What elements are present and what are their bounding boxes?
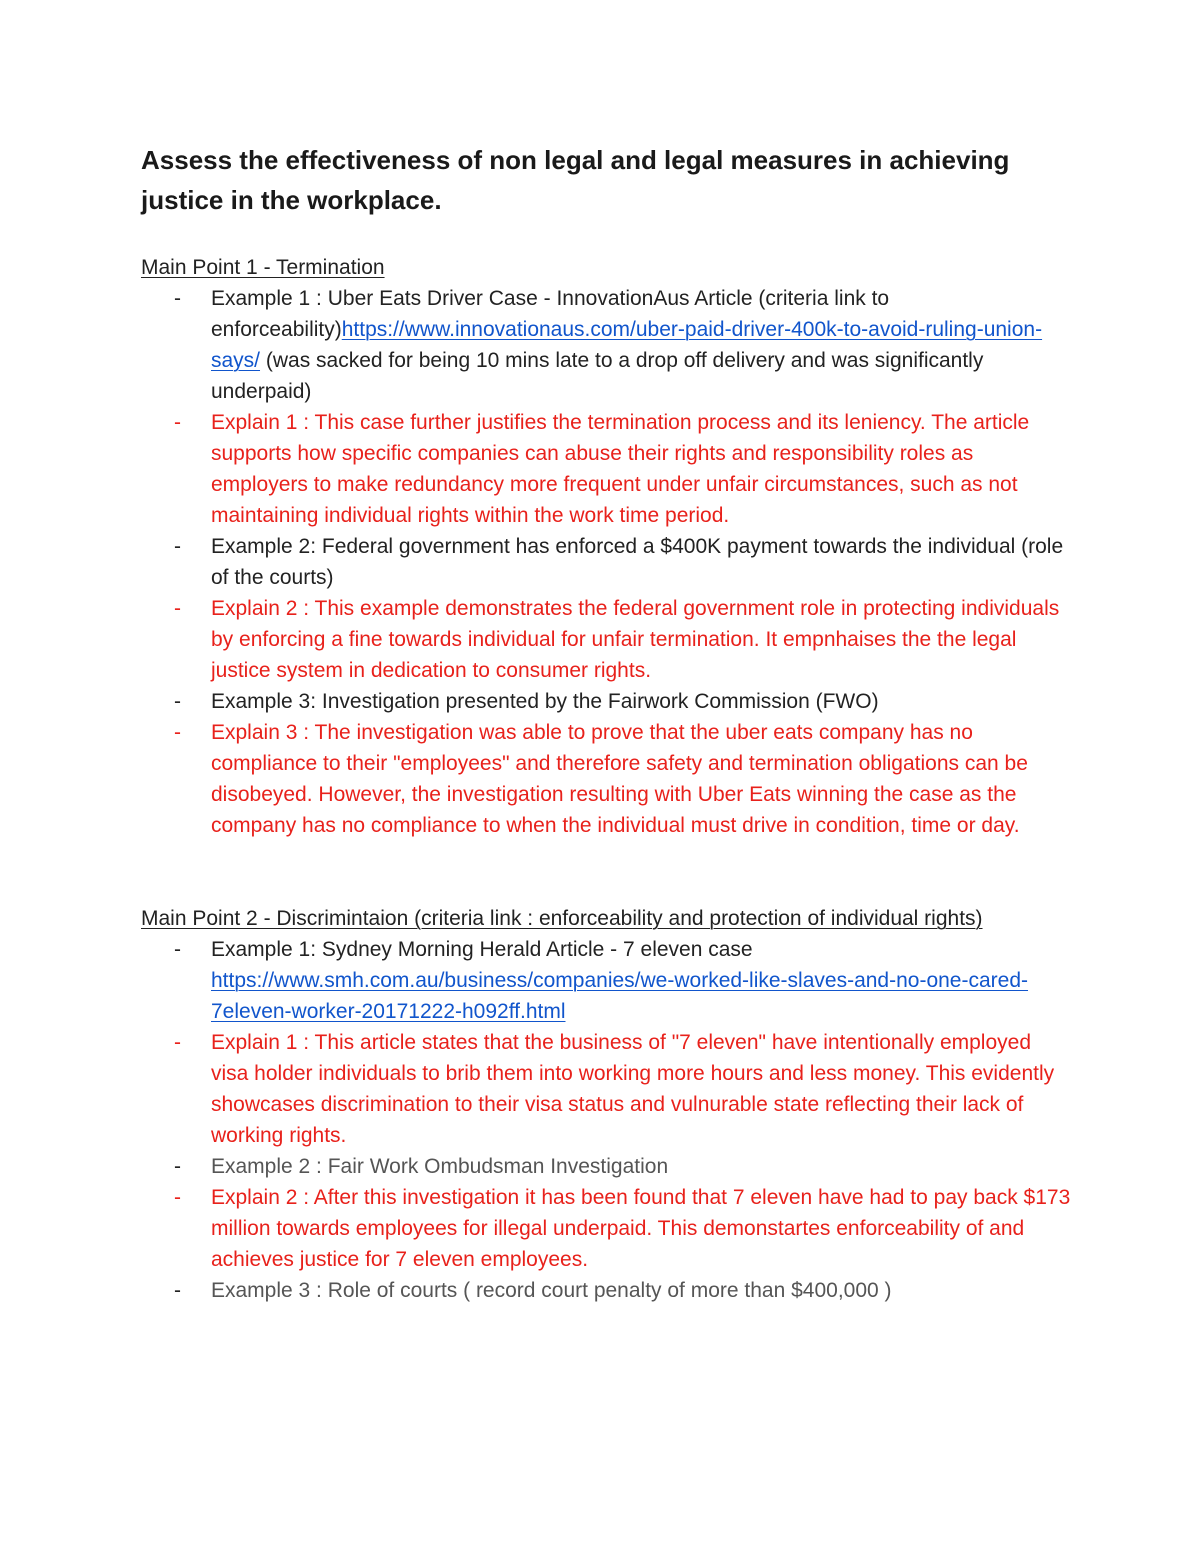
item-text: Example 1 : Uber Eats Driver Case - InnovationAus Article (criteria link to enforceability) [211,287,890,341]
bullet-list [141,283,1080,841]
bullet-list [141,934,1080,1306]
section-main-point-1 [141,252,1080,841]
item-text: (was sacked for being 10 mins late to a drop off delivery and was significantly underpaid) [211,349,984,403]
section-main-point-2 [141,903,1080,1306]
list-item-explain-3 [141,717,1080,841]
section-spacer [141,841,1080,903]
document-title: Assess the effectiveness of non legal and legal measures in achieving justice in the workplace. [141,145,1010,215]
bullet-dash: - [174,411,181,434]
bullet-dash: - [174,938,181,961]
bullet-dash: - [174,721,181,744]
item-text: Explain 1 : This article states that the business of "7 eleven" have intentionally employed visa holder individuals to brib them into working more hours and less money. This evidently showcases discrimination to their visa status and vulnurable state reflecting their lack of working rights. [211,1031,1055,1147]
item-text: Explain 1 : This case further justifies the termination process and its leniency. The article supports how specific companies can abuse their rights and responsibility roles as employers to make redundancy more frequent under unfair circumstances, such as not maintaining individual rights within the work time period. [211,411,1030,527]
bullet-dash: - [174,1031,181,1054]
section-heading: Main Point 1 - Termination [141,256,385,279]
bullet-dash: - [174,1279,181,1302]
list-item-example-3 [141,1275,1080,1306]
list-item-explain-1 [141,407,1080,531]
list-item-explain-1 [141,1027,1080,1151]
item-text: Explain 2 : After this investigation it has been found that 7 eleven have had to pay back $173 million towards employees for illegal underpaid. This demonstartes enforceability of and achieves justice for 7 eleven employees. [211,1186,1071,1271]
list-item-example-1 [141,283,1080,407]
bullet-dash: - [174,535,181,558]
item-text: Explain 3 : The investigation was able to prove that the uber eats company has no compliance to their "employees" and therefore safety and termination obligations can be disobeyed. However, the investigation resulting with Uber Eats winning the case as the company has no compliance to when the individual must drive in condition, time or day. [211,721,1028,837]
item-text: Example 3: Investigation presented by the Fairwork Commission (FWO) [211,690,879,713]
smh-link[interactable]: https://www.smh.com.au/business/companies/we-worked-like-slaves-and-no-one-cared-7eleven-worker-20171222-h092ff.html [211,969,1029,1023]
item-text: Example 2 : Fair Work Ombudsman Investigation [211,1155,669,1178]
list-item-example-3 [141,686,1080,717]
item-text: Example 1: Sydney Morning Herald Article - 7 eleven case [211,938,753,961]
bullet-dash: - [174,597,181,620]
list-item-explain-2 [141,1182,1080,1275]
list-item-explain-2 [141,593,1080,686]
bullet-dash: - [174,1186,181,1209]
list-item-example-2 [141,531,1080,593]
item-text: Example 2: Federal government has enforced a $400K payment towards the individual (role of the courts) [211,535,1064,589]
item-text: Example 3 : Role of courts ( record court penalty of more than $400,000 ) [211,1279,892,1302]
item-text: Explain 2 : This example demonstrates the federal government role in protecting individuals by enforcing a fine towards individual for unfair termination. It empnhaises the the legal justice system in dedication to consumer rights. [211,597,1060,682]
innovationaus-link[interactable]: https://www.innovationaus.com/uber-paid-driver-400k-to-avoid-ruling-union-says/ [211,318,1043,372]
bullet-dash: - [174,1155,181,1178]
section-heading: Main Point 2 - Discrimintaion (criteria link : enforceability and protection of individual rights) [141,907,983,930]
list-item-example-2 [141,1151,1080,1182]
list-item-example-1 [141,934,1080,1027]
bullet-dash: - [174,690,181,713]
bullet-dash: - [174,287,181,310]
